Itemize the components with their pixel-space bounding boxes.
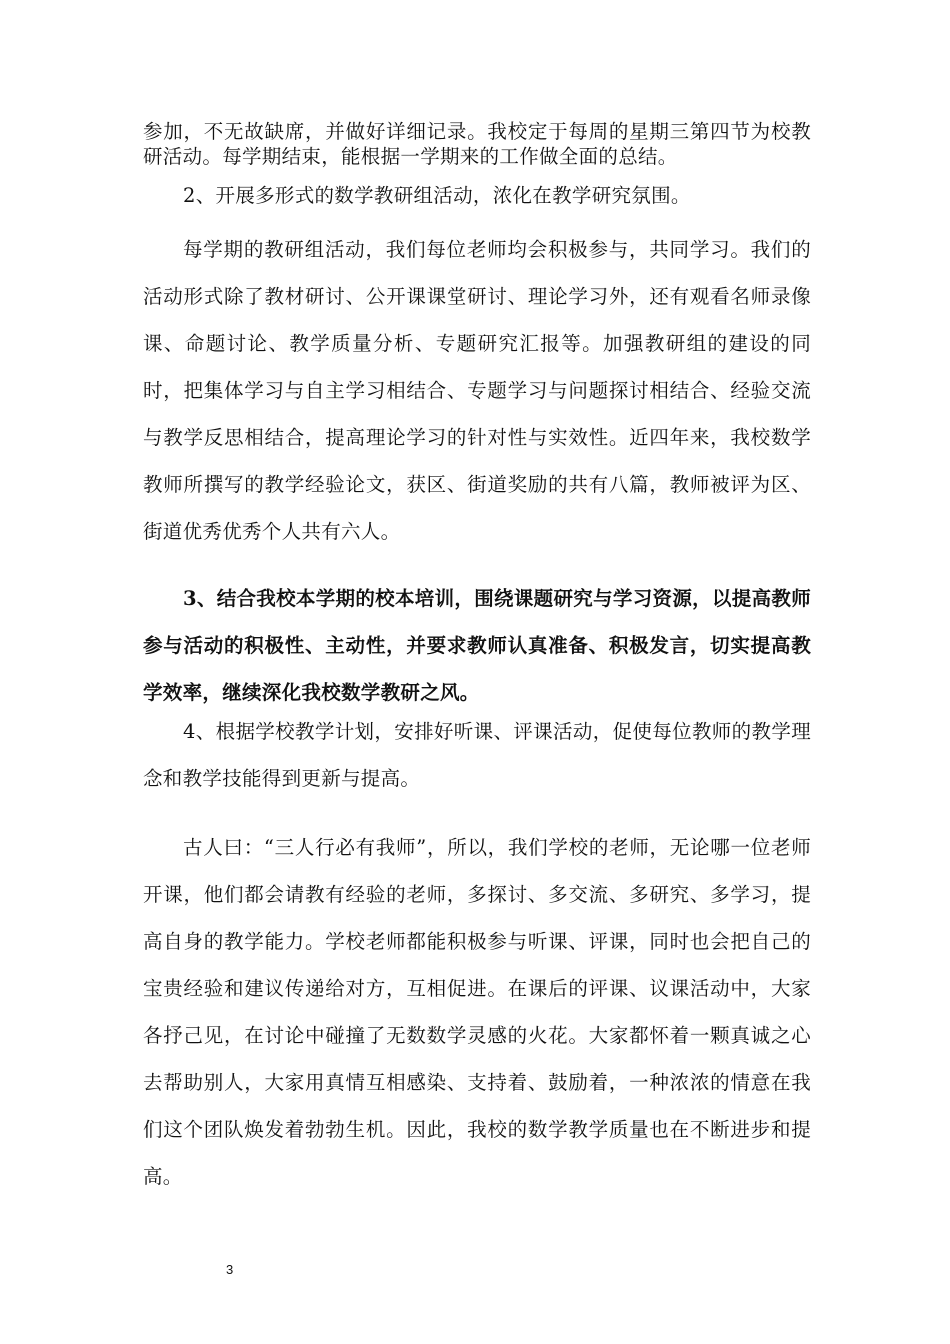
- paragraph-3: 每学期的教研组活动，我们每位老师均会积极参与，共同学习。我们的活动形式除了教材研讨、公开课课堂研讨、理论学习外，还有观看名师录像课、命题讨论、教学质量分析、专题研究汇报等。加强教研组的建设的同时，把集体学习与自主学习相结合、专题学习与问题探讨相结合、经验交流与教学反思相结合，提高理论学习的针对性与实效性。近四年来，我校数学教师所撰写的教学经验论文，获区、街道奖励的共有八篇，教师被评为区、街道优秀优秀个人共有六人。: [143, 238, 811, 543]
- page-number: 3: [226, 1262, 234, 1277]
- paragraph-1: 参加，不无故缺席，并做好详细记录。我校定于每周的星期三第四节为校教研活动。每学期结束，能根据一学期来的工作做全面的总结。: [143, 120, 811, 168]
- paragraph-6: 古人曰：“三人行必有我师”，所以，我们学校的老师，无论哪一位老师开课，他们都会请教有经验的老师，多探讨、多交流、多研究、多学习，提高自身的教学能力。学校老师都能积极参与听课、评课，同时也会把自己的宝贵经验和建议传递给对方，互相促进。在课后的评课、议课活动中，大家各抒己见，在讨论中碰撞了无数数学灵感的火花。大家都怀着一颗真诚之心去帮助别人，大家用真情互相感染、支持着、鼓励着，一种浓浓的情意在我们这个团队焕发着勃勃生机。因此，我校的数学教学质量也在不断进步和提高。: [143, 836, 811, 1188]
- paragraph-2-heading: 2、开展多形式的数学教研组活动，浓化在教学研究氛围。: [183, 184, 691, 207]
- paragraph-4-bold: 3、结合我校本学期的校本培训，围绕课题研究与学习资源，以提高教师参与活动的积极性、主动性，并要求教师认真准备、积极发言，切实提高教学效率，继续深化我校数学教研之风。: [143, 587, 811, 704]
- paragraph-5: 4、根据学校教学计划，安排好听课、评课活动，促使每位教师的教学理念和教学技能得到更新与提高。: [143, 720, 811, 790]
